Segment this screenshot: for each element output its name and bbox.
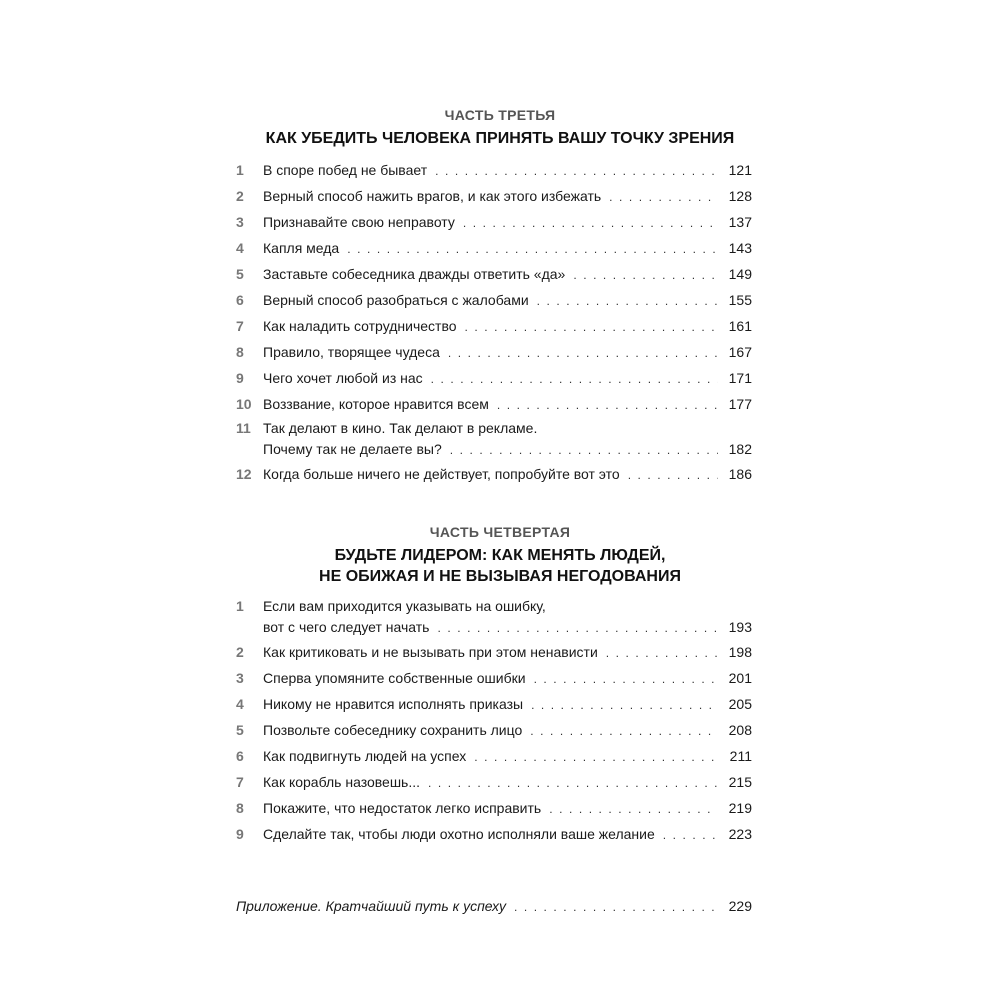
toc-entry [236,418,752,460]
dot-leader [448,343,718,364]
dot-leader [537,291,718,312]
entry-title: Капля меда [263,240,340,256]
part4-title-line-2: НЕ ОБИЖАЯ И НЕ ВЫЗЫВАЯ НЕГОДОВАНИЯ [319,568,681,585]
dot-leader [514,900,718,914]
entry-page: 193 [728,619,752,635]
entry-number: 9 [236,826,244,842]
part3-label: ЧАСТЬ ТРЕТЬЯ [444,107,556,123]
toc-entry [236,290,752,311]
toc-entry [236,316,752,337]
toc-entry [236,368,752,389]
entry-number: 3 [236,670,244,686]
entry-title: Как критиковать и не вызывать при этом ненависти [263,644,598,660]
entry-number: 12 [236,466,252,482]
entry-page: 171 [728,370,752,386]
entry-title: В споре побед не бывает [263,162,428,178]
part3-title: КАК УБЕДИТЬ ЧЕЛОВЕКА ПРИНЯТЬ ВАШУ ТОЧКУ ЗРЕНИЯ [265,130,735,147]
toc-entry [236,772,752,793]
toc-entry [236,694,752,715]
entry-title: вот с чего следует начать [263,619,430,635]
entry-number: 2 [236,188,244,204]
dot-leader [450,440,718,461]
entry-title: Почему так не делаете вы? [263,441,442,457]
dot-leader [530,721,718,742]
part4-title-line-1: БУДЬТЕ ЛИДЕРОМ: КАК МЕНЯТЬ ЛЮДЕЙ, [334,547,666,564]
toc-entry [236,464,752,485]
entry-title: Сперва упомяните собственные ошибки [263,670,526,686]
toc-entry [236,186,752,207]
entry-page: 215 [728,774,752,790]
dot-leader [431,369,718,390]
toc-entry [236,238,752,259]
entry-page: 128 [728,188,752,204]
entry-title: Никому не нравится исполнять приказы [263,696,524,712]
entry-page: 143 [728,240,752,256]
entry-title: Верный способ нажить врагов, и как этого избежать [263,188,602,204]
entry-page: 186 [728,466,752,482]
entry-page: 177 [728,396,752,412]
entry-title: Позвольте собеседнику сохранить лицо [263,722,523,738]
entry-number: 11 [236,420,251,436]
toc-entry [236,160,752,181]
entry-number: 6 [236,292,244,308]
dot-leader [465,317,718,338]
entry-title: Верный способ разобраться с жалобами [263,292,529,308]
entry-number: 7 [236,318,244,334]
dot-leader [663,825,718,846]
appendix-title: Приложение. Кратчайший путь к успеху [236,898,506,914]
dot-leader [534,669,718,690]
entry-title: Если вам приходится указывать на ошибку, [263,598,546,614]
toc-entry [236,596,752,638]
dot-leader [628,465,718,486]
entry-number: 2 [236,644,244,660]
entry-number: 1 [236,598,244,614]
entry-title: Сделайте так, чтобы люди охотно исполняли ваше желание [263,826,655,842]
toc-entry [236,824,752,845]
toc-entry [236,394,752,415]
entry-number: 9 [236,370,244,386]
entry-number: 5 [236,266,244,282]
dot-leader [549,799,718,820]
entry-number: 7 [236,774,244,790]
entry-page: 219 [728,800,752,816]
entry-page: 201 [728,670,752,686]
entry-title: Заставьте собеседника дважды ответить «да» [263,266,566,282]
toc-entry [236,798,752,819]
dot-leader [573,265,718,286]
entry-title: Признавайте свою неправоту [263,214,455,230]
toc-entry [236,342,752,363]
toc-entry [236,264,752,285]
entry-page: 198 [728,644,752,660]
dot-leader [609,187,718,208]
entry-number: 10 [236,396,252,412]
dot-leader [474,747,718,768]
entry-number: 4 [236,696,244,712]
dot-leader [437,618,718,639]
entry-page: 161 [728,318,752,334]
entry-page: 182 [728,441,752,457]
toc-entry [236,212,752,233]
toc-entry [236,746,752,767]
entry-title: Чего хочет любой из нас [263,370,423,386]
entry-title: Воззвание, которое нравится всем [263,396,489,412]
entry-page: 137 [728,214,752,230]
dot-leader [531,695,718,716]
dot-leader [428,773,718,794]
entry-page: 211 [729,748,752,764]
entry-title: Как корабль назовешь... [263,774,421,790]
dot-leader [606,643,718,664]
dot-leader [463,213,718,234]
entry-title: Когда больше ничего не действует, попробуйте вот это [263,466,620,482]
entry-number: 5 [236,722,244,738]
appendix-entry [236,898,752,919]
entry-page: 167 [728,344,752,360]
dot-leader [497,395,718,416]
entry-number: 1 [236,162,244,178]
part4-label: ЧАСТЬ ЧЕТВЕРТАЯ [429,524,571,540]
toc-entry [236,668,752,689]
entry-page: 205 [728,696,752,712]
appendix-page: 229 [728,898,752,914]
entry-page: 208 [728,722,752,738]
entry-number: 4 [236,240,244,256]
entry-title: Покажите, что недостаток легко исправить [263,800,542,816]
entry-page: 149 [728,266,752,282]
entry-title: Как подвигнуть людей на успех [263,748,467,764]
entry-title: Как наладить сотрудничество [263,318,457,334]
entry-number: 6 [236,748,244,764]
dot-leader [347,239,718,260]
entry-page: 121 [728,162,752,178]
toc-entry [236,720,752,741]
entry-page: 223 [728,826,752,842]
entry-number: 8 [236,800,244,816]
toc-entry [236,642,752,663]
entry-title: Правило, творящее чудеса [263,344,440,360]
entry-number: 3 [236,214,244,230]
entry-title: Так делают в кино. Так делают в рекламе. [263,420,538,436]
dot-leader [435,161,718,182]
entry-page: 155 [728,292,752,308]
entry-number: 8 [236,344,244,360]
